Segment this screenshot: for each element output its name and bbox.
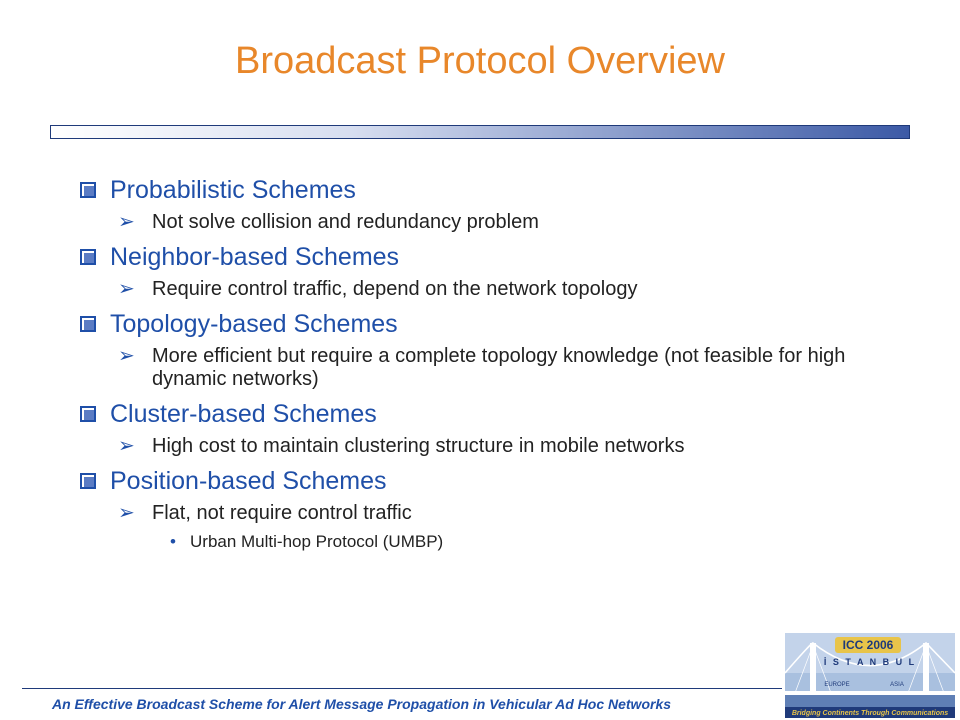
sub-bullet-text: Flat, not require control traffic: [152, 502, 412, 524]
arrow-bullet-icon: ➢: [118, 211, 135, 233]
sub-bullet: [118, 502, 900, 525]
bullet-label: Topology-based Schemes: [110, 310, 398, 338]
arrow-bullet-icon: ➢: [118, 502, 135, 524]
slide-title: Broadcast Protocol Overview: [235, 40, 725, 82]
sub-bullet-text: High cost to maintain clustering structure in mobile networks: [152, 435, 685, 457]
bullet-probabilistic: [80, 175, 900, 205]
bullet-neighbor: [80, 242, 900, 272]
arrow-bullet-icon: ➢: [118, 435, 135, 457]
sub-bullet-text: More efficient but require a complete topology knowledge (not feasible for high dynamic networks): [152, 345, 846, 390]
title-divider-bar: [50, 125, 910, 139]
sub-bullet: [118, 278, 900, 301]
square-bullet-icon: [80, 406, 96, 422]
footer-text: An Effective Broadcast Scheme for Alert Message Propagation in Vehicular Ad Hoc Networks: [52, 696, 672, 712]
sub-bullet: [118, 345, 900, 391]
logo-asia-text: ASIA: [890, 682, 904, 688]
sub-bullet-text: Not solve collision and redundancy problem: [152, 211, 539, 233]
logo-europe-text: EUROPE: [824, 682, 850, 688]
bridge-logo-graphic: [785, 633, 955, 718]
bullet-list: [80, 175, 900, 553]
sub-sub-bullet-text: Urban Multi-hop Protocol (UMBP): [190, 532, 444, 551]
dot-bullet-icon: •: [170, 532, 176, 551]
logo-tagline-text: Bridging Continents Through Communications: [791, 710, 949, 717]
bullet-position: [80, 466, 900, 496]
square-bullet-icon: [80, 182, 96, 198]
arrow-bullet-icon: ➢: [118, 278, 135, 300]
conference-logo: [785, 633, 955, 718]
square-bullet-icon: [80, 249, 96, 265]
square-bullet-icon: [80, 473, 96, 489]
logo-city-text: İ S T A N B U L: [823, 657, 917, 667]
bullet-label: Probabilistic Schemes: [110, 176, 356, 204]
bullet-label: Neighbor-based Schemes: [110, 243, 400, 271]
sub-bullet-text: Require control traffic, depend on the network topology: [152, 278, 638, 300]
arrow-bullet-icon: ➢: [118, 345, 135, 367]
logo-badge-text: ICC 2006: [842, 638, 894, 652]
bullet-label: Position-based Schemes: [110, 467, 387, 495]
square-bullet-icon: [80, 316, 96, 332]
sub-bullet: [118, 211, 900, 234]
sub-bullet: [118, 435, 900, 458]
bullet-topology: [80, 309, 900, 339]
sub-sub-bullet: [170, 531, 900, 553]
footer-divider: [22, 688, 782, 689]
bullet-label: Cluster-based Schemes: [110, 400, 377, 428]
bullet-cluster: [80, 399, 900, 429]
